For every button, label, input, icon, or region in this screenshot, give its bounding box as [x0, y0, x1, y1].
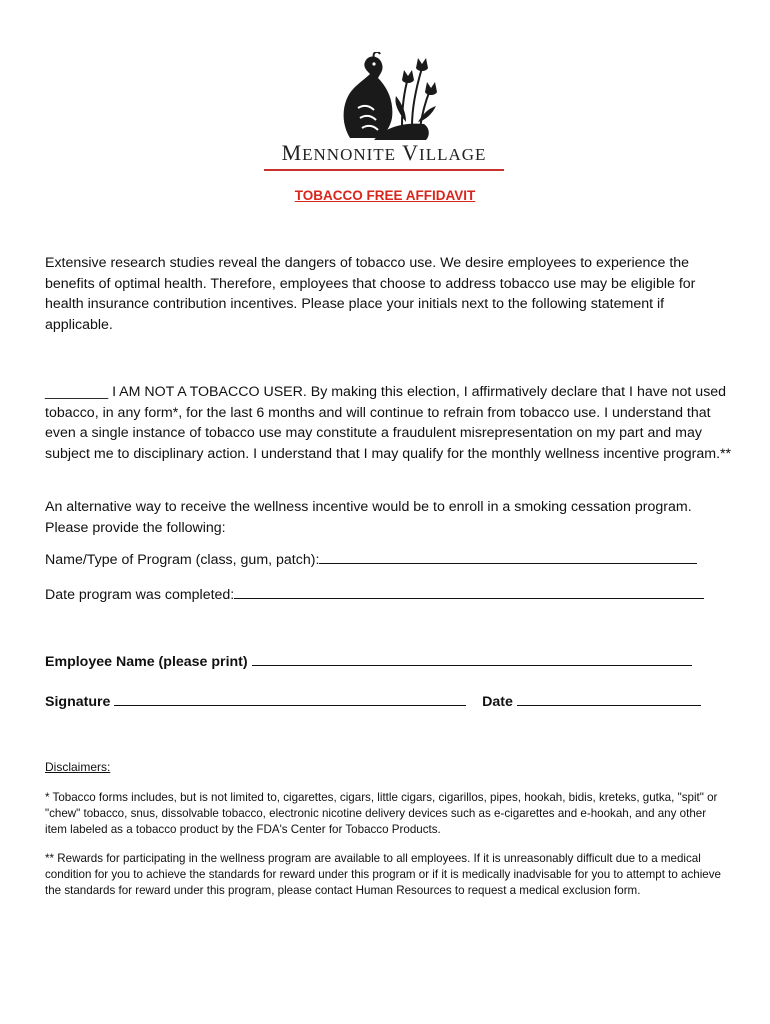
date-completed-row	[45, 586, 717, 603]
program-input-line[interactable]	[319, 551, 697, 564]
document-title: TOBACCO FREE AFFIDAVIT	[294, 188, 476, 203]
date-completed-label: Date program was completed:	[45, 587, 235, 603]
logo-initial-v: V	[402, 140, 420, 165]
logo-underline	[264, 169, 504, 171]
alternative-paragraph: An alternative way to receive the wellness incentive would be to enroll in a smoking cessation program. Please provide the following:	[45, 499, 692, 536]
signature-row	[45, 693, 701, 710]
program-field-row	[45, 551, 717, 568]
date-completed-input-line[interactable]	[234, 586, 704, 599]
declaration-text: I AM NOT A TOBACCO USER. By making this election, I affirmatively declare that I have not used tobacco, in any form*, for the last 6 months and will continue to refrain from tobacco use. I understand that even a single instance of tobacco use may constitute a fraudulent misrepresentation on my part and may subject me to disciplinary action. I understand that I may qualify for the monthly wellness incentive program.**	[45, 384, 732, 462]
logo-word-mennonite: ENNONITE	[302, 145, 397, 164]
mennonite-village-logo	[262, 52, 506, 174]
logo-word-village: ILLAGE	[419, 145, 487, 164]
declaration-paragraph	[45, 382, 735, 464]
employee-name-label: Employee Name (please print)	[45, 654, 248, 670]
initials-blank[interactable]: ________	[45, 384, 109, 400]
employee-name-row	[45, 653, 692, 670]
date-label: Date	[482, 694, 513, 710]
quail-with-tulips-icon	[262, 52, 506, 142]
employee-name-input-line[interactable]	[252, 653, 692, 666]
date-input-line[interactable]	[517, 693, 701, 706]
logo-initial-m: M	[281, 140, 303, 165]
tobacco-forms-disclaimer: * Tobacco forms includes, but is not limited to, cigarettes, cigars, little cigars, cigarillos, pipes, hookah, bidis, kreteks, gutka, "spit" or "chew" tobacco, snus, dissolvable tobacco, electronic nicotine delivery devices such as e-cigarettes and e-hookah, and any other item labeled as a tobacco product by the FDA's Center for Tobacco Products.	[45, 791, 718, 837]
logo-wordmark	[262, 140, 506, 166]
disclaimers-heading: Disclaimers:	[45, 760, 111, 774]
program-label: Name/Type of Program (class, gum, patch):	[45, 552, 320, 568]
signature-input-line[interactable]	[114, 693, 466, 706]
intro-paragraph: Extensive research studies reveal the dangers of tobacco use. We desire employees to experience the benefits of optimal health. Therefore, employees that choose to address tobacco use may be eligible for health insurance contribution incentives. Please place your initials next to the following statement if applicable.	[45, 255, 696, 333]
signature-label: Signature	[45, 694, 111, 710]
rewards-disclaimer: ** Rewards for participating in the wellness program are available to all employees. If it is unreasonably difficult due to a medical condition for you to achieve the standards for reward under this program or if it is medically inadvisable for you to attempt to achieve the standards for reward under this program, please contact Human Resources to request a medical exclusion form.	[45, 852, 722, 898]
